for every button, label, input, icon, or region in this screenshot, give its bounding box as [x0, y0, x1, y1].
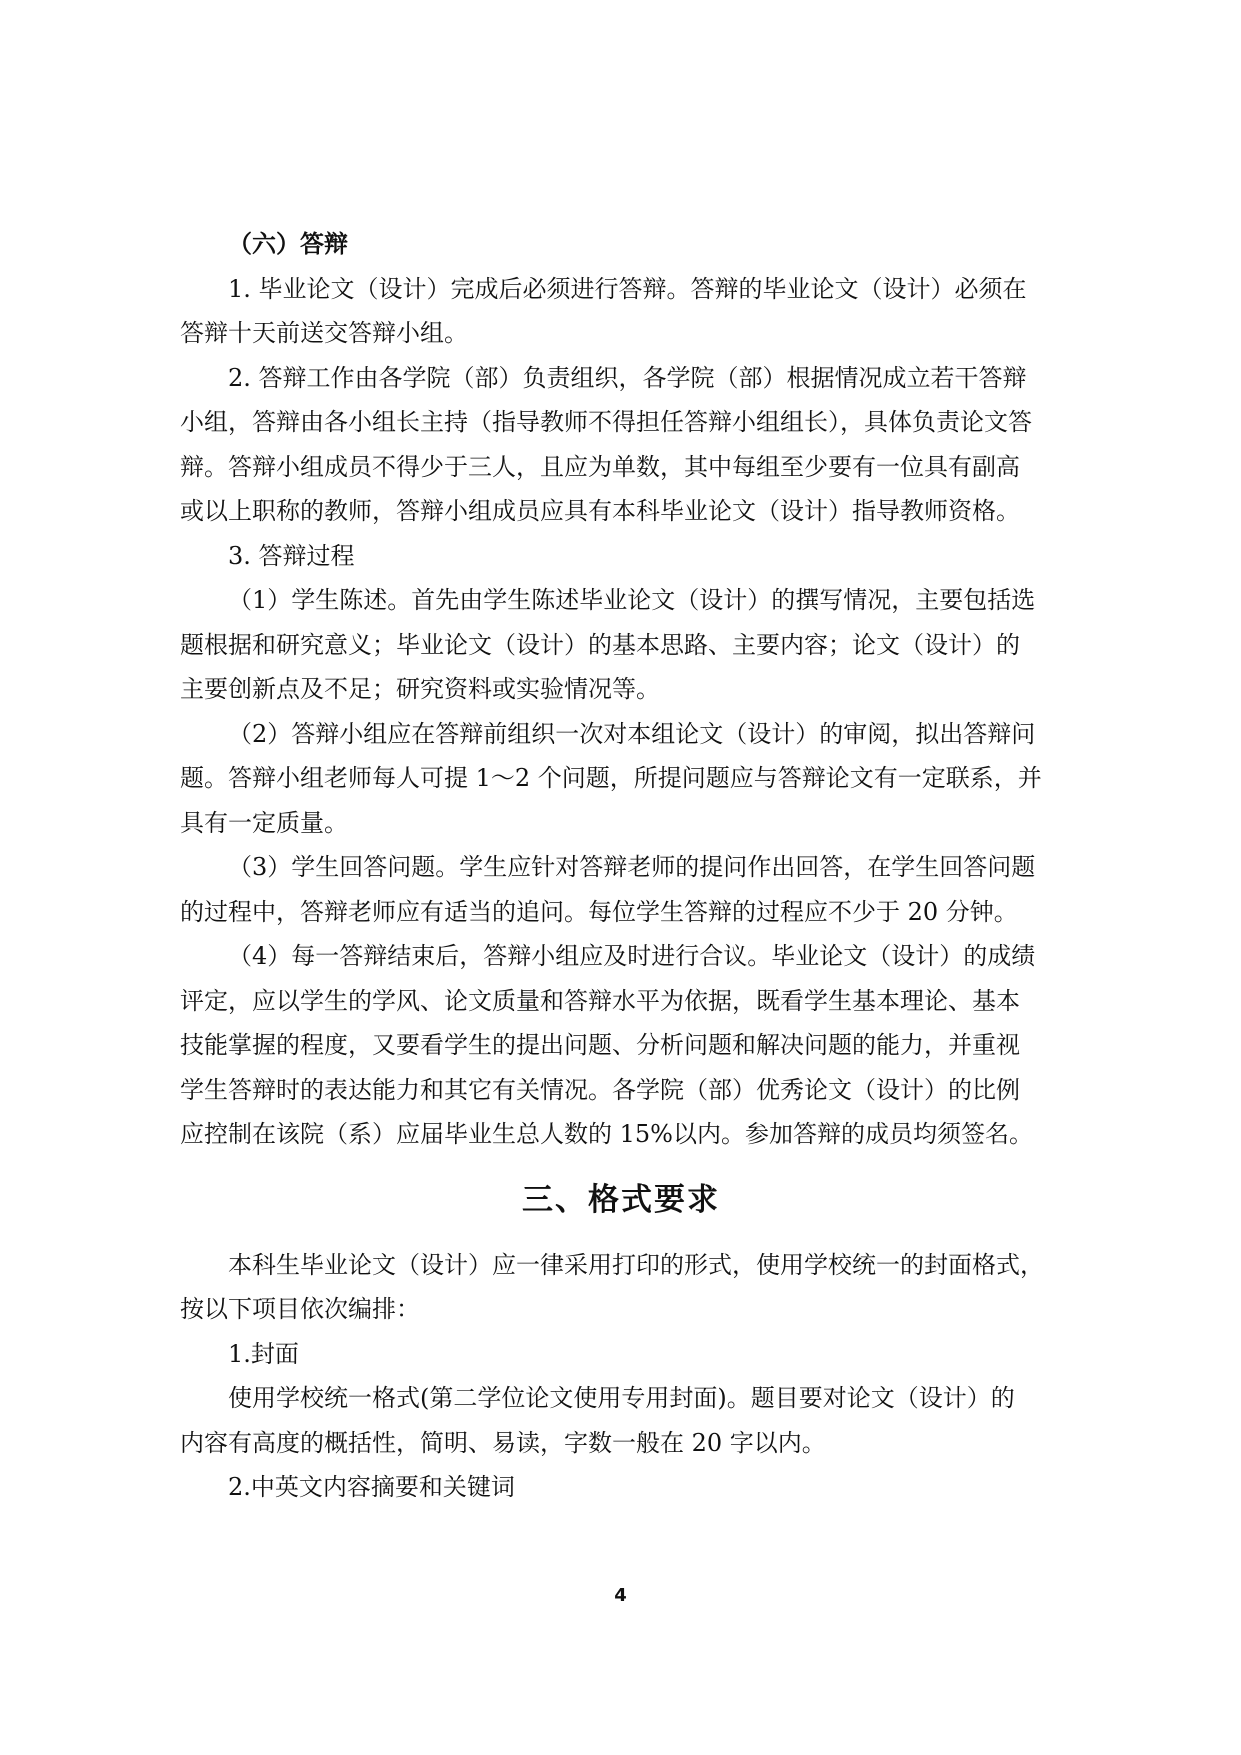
paragraph-line: 1. 毕业论文（设计）完成后必须进行答辩。答辩的毕业论文（设计）必须在 — [228, 274, 1027, 303]
paragraph-line: 或以上职称的教师，答辩小组成员应具有本科毕业论文（设计）指导教师资格。 — [180, 497, 1020, 525]
paragraph-line: 评定，应以学生的学风、论文质量和答辩水平为依据，既看学生基本理论、基本 — [180, 986, 1020, 1015]
paragraph-line: （2）答辩小组应在答辩前组织一次对本组论文（设计）的审阅，拟出答辩问 — [228, 719, 1036, 748]
paragraph-line: 技能掌握的程度，又要看学生的提出问题、分析问题和解决问题的能力，并重视 — [180, 1031, 1020, 1059]
page-number: 4 — [614, 1585, 627, 1606]
section-title: 三、格式要求 — [522, 1181, 720, 1218]
paragraph-line: （3）学生回答问题。学生应针对答辩老师的提问作出回答，在学生回答问题 — [228, 853, 1036, 881]
paragraph-line: 本科生毕业论文（设计）应一律采用打印的形式，使用学校统一的封面格式， — [228, 1250, 1044, 1279]
paragraph-line: （1）学生陈述。首先由学生陈述毕业论文（设计）的撰写情况，主要包括选 — [228, 586, 1036, 614]
paragraph-line: 题根据和研究意义；毕业论文（设计）的基本思路、主要内容；论文（设计）的 — [180, 630, 1020, 659]
paragraph-line: 学生答辩时的表达能力和其它有关情况。各学院（部）优秀论文（设计）的比例 — [180, 1075, 1020, 1104]
paragraph-line: 题。答辩小组老师每人可提 1～2 个问题，所提问题应与答辩论文有一定联系，并 — [180, 764, 1042, 792]
list-heading: 2.中英文内容摘要和关键词 — [228, 1473, 515, 1501]
page-content — [180, 222, 1062, 1510]
paragraph-line: 2. 答辩工作由各学院（部）负责组织，各学院（部）根据情况成立若干答辩 — [228, 363, 1027, 392]
paragraph-line: 的过程中，答辩老师应有适当的追问。每位学生答辩的过程应不少于 20 分钟。 — [180, 897, 1018, 926]
paragraph-line: 应控制在该院（系）应届毕业生总人数的 15%以内。参加答辩的成员均须签名。 — [180, 1120, 1033, 1148]
paragraph-line: 小组，答辩由各小组长主持（指导教师不得担任答辩小组组长），具体负责论文答 — [180, 408, 1032, 436]
paragraph-line: 辩。答辩小组成员不得少于三人，且应为单数，其中每组至少要有一位具有副高 — [180, 452, 1020, 481]
paragraph-line: （4）每一答辩结束后，答辩小组应及时进行合议。毕业论文（设计）的成绩 — [228, 942, 1036, 970]
paragraph-line: 具有一定质量。 — [180, 808, 348, 837]
list-heading: 1.封面 — [228, 1339, 299, 1368]
paragraph-line: 内容有高度的概括性，简明、易读，字数一般在 20 字以内。 — [180, 1428, 826, 1457]
subsection-heading: （六）答辩 — [228, 230, 348, 258]
paragraph-line: 使用学校统一格式(第二学位论文使用专用封面)。题目要对论文（设计）的 — [228, 1384, 1015, 1412]
paragraph-line: 按以下项目依次编排： — [180, 1295, 420, 1323]
list-heading: 3. 答辩过程 — [228, 541, 355, 570]
paragraph-line: 主要创新点及不足；研究资料或实验情况等。 — [180, 675, 660, 703]
paragraph-line: 答辩十天前送交答辩小组。 — [180, 319, 468, 347]
